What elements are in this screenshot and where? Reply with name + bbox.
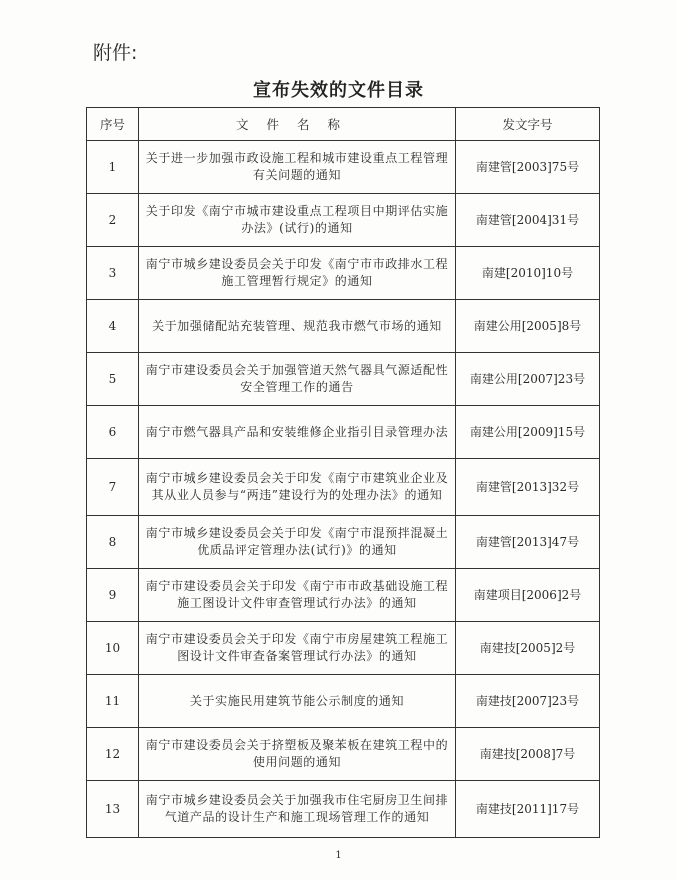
row-serial-number: 11 <box>87 675 139 728</box>
table-row <box>87 728 600 781</box>
row-document-name: 南宁市城乡建设委员会关于加强我市住宅厨房卫生间排气道产品的设计生产和施工现场管理工作的通知 <box>139 781 456 838</box>
row-document-code: 南建公用[2009]15号 <box>456 406 600 459</box>
table-row <box>87 781 600 838</box>
row-document-code: 南建技[2008]7号 <box>456 728 600 781</box>
row-serial-number: 9 <box>87 569 139 622</box>
row-document-name: 南宁市建设委员会关于挤塑板及聚苯板在建筑工程中的使用问题的通知 <box>139 728 456 781</box>
table-row <box>87 406 600 459</box>
row-document-code: 南建[2010]10号 <box>456 247 600 300</box>
row-serial-number: 8 <box>87 516 139 569</box>
table-row <box>87 353 600 406</box>
row-document-name: 南宁市建设委员会关于加强管道天然气器具气源适配性安全管理工作的通告 <box>139 353 456 406</box>
table-header-row <box>87 108 600 141</box>
table-row <box>87 141 600 194</box>
header-document-name: 文件名称 <box>139 108 456 141</box>
table-row <box>87 569 600 622</box>
table-row <box>87 247 600 300</box>
table-row <box>87 516 600 569</box>
header-document-code: 发文字号 <box>456 108 600 141</box>
row-serial-number: 10 <box>87 622 139 675</box>
table-row <box>87 622 600 675</box>
attachment-label: 附件: <box>93 42 138 64</box>
row-document-code: 南建公用[2007]23号 <box>456 353 600 406</box>
row-serial-number: 12 <box>87 728 139 781</box>
row-document-name: 南宁市燃气器具产品和安装维修企业指引目录管理办法 <box>139 406 456 459</box>
row-serial-number: 5 <box>87 353 139 406</box>
row-document-code: 南建技[2011]17号 <box>456 781 600 838</box>
row-document-name: 关于进一步加强市政设施工程和城市建设重点工程管理有关问题的通知 <box>139 141 456 194</box>
row-document-code: 南建公用[2005]8号 <box>456 300 600 353</box>
row-document-name: 南宁市城乡建设委员会关于印发《南宁市建筑业企业及其从业人员参与“两违”建设行为的处理办法》的通知 <box>139 459 456 516</box>
table-row <box>87 675 600 728</box>
row-document-name: 关于加强储配站充装管理、规范我市燃气市场的通知 <box>139 300 456 353</box>
row-document-code: 南建管[2003]75号 <box>456 141 600 194</box>
row-document-code: 南建管[2013]47号 <box>456 516 600 569</box>
row-document-name: 关于印发《南宁市城市建设重点工程项目中期评估实施办法》(试行)的通知 <box>139 194 456 247</box>
row-serial-number: 1 <box>87 141 139 194</box>
row-serial-number: 4 <box>87 300 139 353</box>
row-document-code: 南建管[2004]31号 <box>456 194 600 247</box>
document-title: 宣布失效的文件目录 <box>253 80 424 101</box>
row-document-name: 关于实施民用建筑节能公示制度的通知 <box>139 675 456 728</box>
row-document-code: 南建管[2013]32号 <box>456 459 600 516</box>
table-row <box>87 194 600 247</box>
row-document-name: 南宁市建设委员会关于印发《南宁市房屋建筑工程施工图设计文件审查备案管理试行办法》的通知 <box>139 622 456 675</box>
row-serial-number: 3 <box>87 247 139 300</box>
table-row <box>87 459 600 516</box>
row-document-code: 南建项目[2006]2号 <box>456 569 600 622</box>
row-document-code: 南建技[2007]23号 <box>456 675 600 728</box>
row-document-name: 南宁市城乡建设委员会关于印发《南宁市混预拌混凝土优质品评定管理办法(试行)》的通知 <box>139 516 456 569</box>
row-document-code: 南建技[2005]2号 <box>456 622 600 675</box>
table-row <box>87 300 600 353</box>
header-serial-number: 序号 <box>87 108 139 141</box>
row-serial-number: 7 <box>87 459 139 516</box>
invalid-documents-table <box>86 107 600 838</box>
row-document-name: 南宁市城乡建设委员会关于印发《南宁市市政排水工程施工管理暂行规定》的通知 <box>139 247 456 300</box>
row-serial-number: 6 <box>87 406 139 459</box>
row-serial-number: 2 <box>87 194 139 247</box>
page-number: 1 <box>335 850 342 861</box>
row-document-name: 南宁市建设委员会关于印发《南宁市市政基础设施工程施工图设计文件审查管理试行办法》的通知 <box>139 569 456 622</box>
row-serial-number: 13 <box>87 781 139 838</box>
